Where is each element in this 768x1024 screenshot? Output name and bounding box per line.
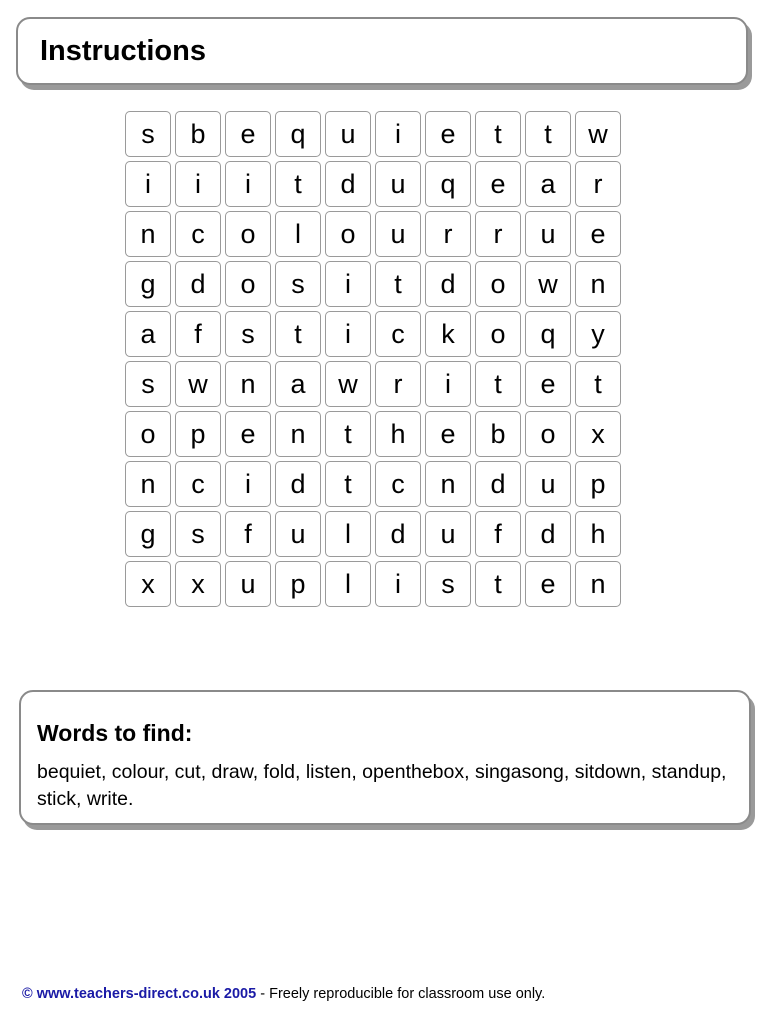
words-to-find-list: bequiet, colour, cut, draw, fold, listen, openthebox, singasong, sitdown, standup, stick, write. (37, 761, 727, 810)
grid-cell: f (175, 311, 221, 357)
grid-cell: t (325, 461, 371, 507)
grid-cell: t (375, 261, 421, 307)
grid-cell: t (475, 561, 521, 607)
grid-cell: t (525, 111, 571, 157)
grid-cell: e (525, 361, 571, 407)
grid-cell: c (175, 211, 221, 257)
grid-cell: e (425, 111, 471, 157)
grid-cell: o (325, 211, 371, 257)
grid-cell: s (275, 261, 321, 307)
grid-cell: t (275, 311, 321, 357)
grid-cell: n (575, 261, 621, 307)
grid-cell: t (475, 111, 521, 157)
grid-cell: o (225, 261, 271, 307)
grid-cell: r (575, 161, 621, 207)
grid-cell: s (125, 111, 171, 157)
grid-cell: x (575, 411, 621, 457)
grid-cell: s (425, 561, 471, 607)
grid-cell: r (425, 211, 471, 257)
grid-cell: d (175, 261, 221, 307)
grid-cell: n (425, 461, 471, 507)
grid-cell: e (225, 111, 271, 157)
grid-cell: d (375, 511, 421, 557)
grid-cell: l (325, 511, 371, 557)
grid-cell: n (125, 461, 171, 507)
grid-cell: s (225, 311, 271, 357)
grid-cell: e (525, 561, 571, 607)
words-to-find-title: Words to find: (37, 720, 193, 746)
grid-cell: i (325, 261, 371, 307)
grid-cell: u (375, 161, 421, 207)
grid-cell: b (475, 411, 521, 457)
grid-cell: i (225, 161, 271, 207)
grid-cell: c (375, 311, 421, 357)
grid-cell: w (525, 261, 571, 307)
footer-note: - Freely reproducible for classroom use only. (256, 986, 546, 1002)
grid-cell: p (575, 461, 621, 507)
grid-cell: u (375, 211, 421, 257)
grid-cell: n (125, 211, 171, 257)
grid-cell: t (325, 411, 371, 457)
grid-cell: t (275, 161, 321, 207)
grid-cell: n (575, 561, 621, 607)
grid-cell: r (475, 211, 521, 257)
grid-cell: a (525, 161, 571, 207)
grid-cell: u (325, 111, 371, 157)
instructions-panel (16, 17, 748, 85)
grid-cell: u (275, 511, 321, 557)
grid-cell: i (375, 561, 421, 607)
grid-cell: s (125, 361, 171, 407)
grid-cell: e (425, 411, 471, 457)
grid-cell: p (175, 411, 221, 457)
grid-cell: e (575, 211, 621, 257)
grid-cell: i (375, 111, 421, 157)
grid-cell: g (125, 511, 171, 557)
grid-cell: d (325, 161, 371, 207)
grid-cell: h (375, 411, 421, 457)
grid-cell: e (475, 161, 521, 207)
grid-cell: o (475, 311, 521, 357)
grid-cell: r (375, 361, 421, 407)
grid-cell: c (375, 461, 421, 507)
grid-cell: u (425, 511, 471, 557)
grid-cell: c (175, 461, 221, 507)
grid-cell: d (425, 261, 471, 307)
words-to-find-panel (19, 690, 751, 825)
grid-cell: d (275, 461, 321, 507)
grid-cell: d (475, 461, 521, 507)
grid-cell: n (225, 361, 271, 407)
grid-cell: i (175, 161, 221, 207)
grid-cell: a (275, 361, 321, 407)
grid-cell: u (225, 561, 271, 607)
grid-cell: l (275, 211, 321, 257)
grid-cell: w (175, 361, 221, 407)
grid-cell: o (125, 411, 171, 457)
grid-cell: b (175, 111, 221, 157)
grid-cell: k (425, 311, 471, 357)
grid-cell: q (425, 161, 471, 207)
grid-cell: d (525, 511, 571, 557)
grid-cell: q (275, 111, 321, 157)
grid-cell: i (325, 311, 371, 357)
word-search-grid (125, 111, 621, 607)
grid-cell: l (325, 561, 371, 607)
grid-cell: i (125, 161, 171, 207)
instructions-title: Instructions (40, 35, 206, 67)
grid-cell: f (475, 511, 521, 557)
grid-cell: g (125, 261, 171, 307)
grid-cell: a (125, 311, 171, 357)
grid-cell: x (175, 561, 221, 607)
grid-cell: t (475, 361, 521, 407)
grid-cell: w (575, 111, 621, 157)
grid-cell: q (525, 311, 571, 357)
grid-cell: u (525, 211, 571, 257)
grid-cell: i (425, 361, 471, 407)
grid-cell: x (125, 561, 171, 607)
grid-cell: s (175, 511, 221, 557)
grid-cell: n (275, 411, 321, 457)
grid-cell: t (575, 361, 621, 407)
grid-cell: f (225, 511, 271, 557)
footer-link[interactable]: © www.teachers-direct.co.uk 2005 (22, 986, 257, 1002)
grid-cell: i (225, 461, 271, 507)
grid-cell: o (475, 261, 521, 307)
grid-cell: p (275, 561, 321, 607)
grid-cell: h (575, 511, 621, 557)
grid-cell: y (575, 311, 621, 357)
grid-cell: w (325, 361, 371, 407)
grid-cell: o (225, 211, 271, 257)
grid-cell: e (225, 411, 271, 457)
grid-cell: u (525, 461, 571, 507)
grid-cell: o (525, 411, 571, 457)
footer (22, 986, 545, 1002)
